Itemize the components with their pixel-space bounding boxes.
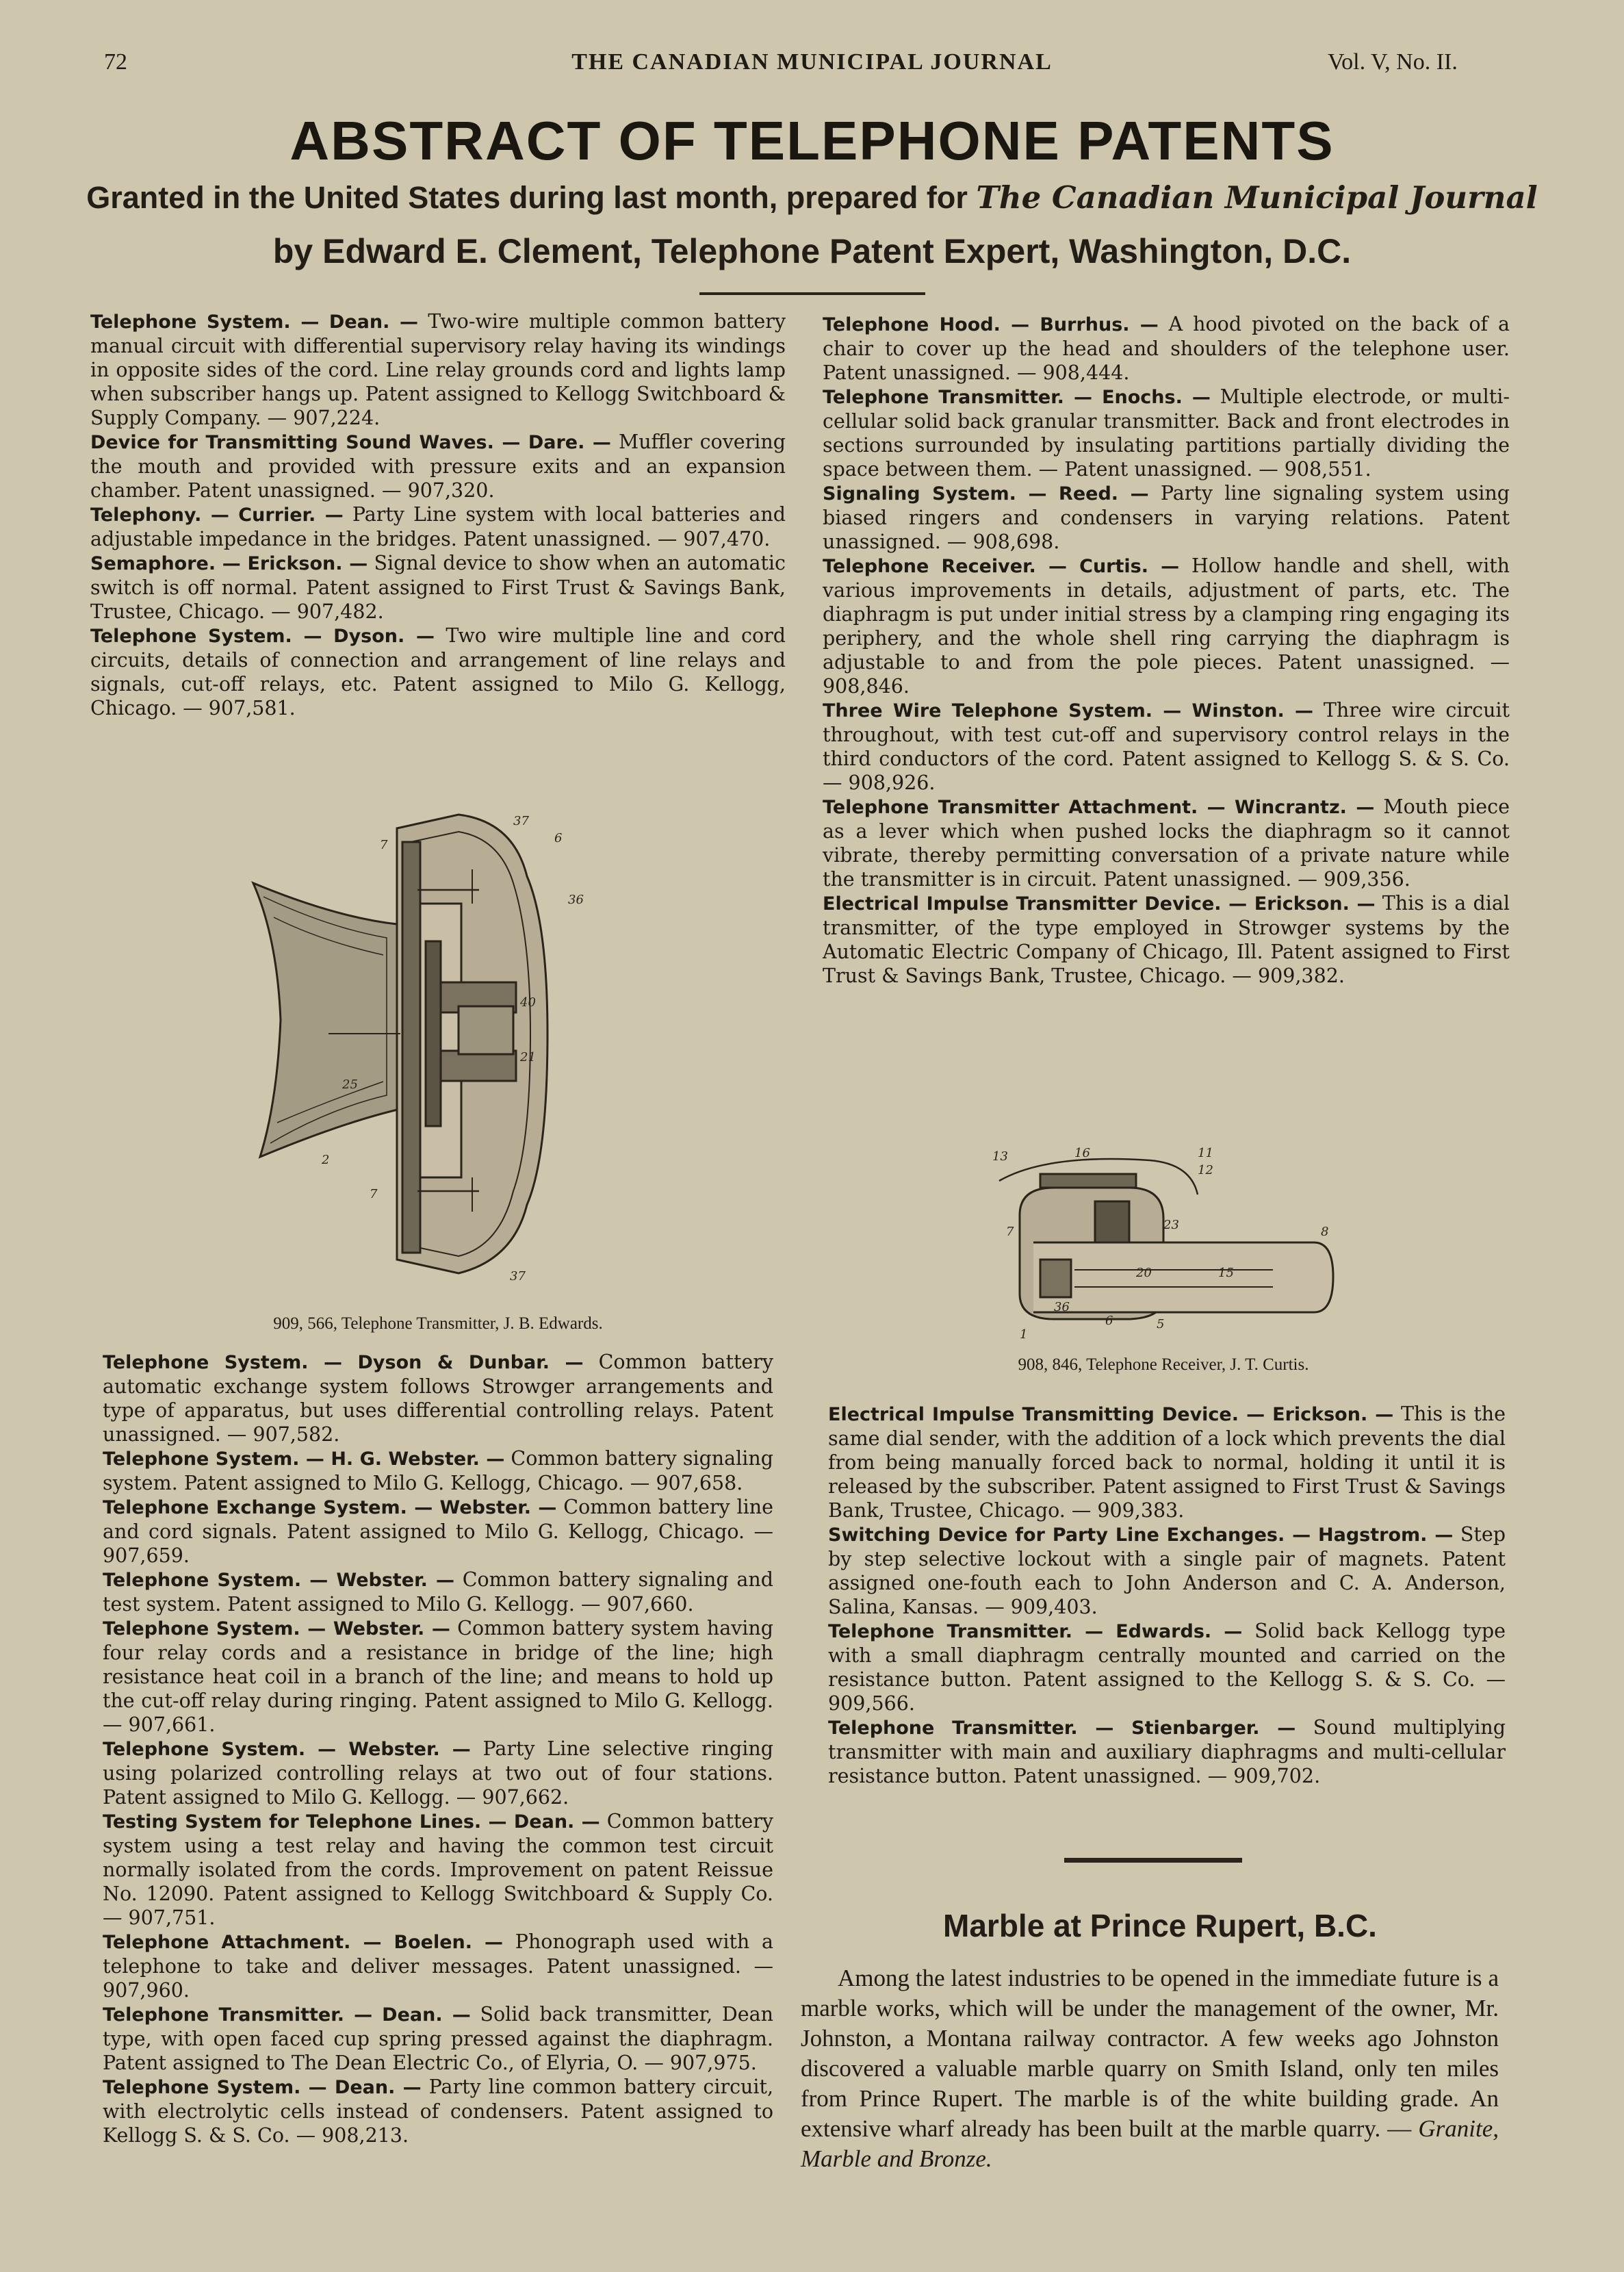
svg-text:7: 7 — [1006, 1225, 1014, 1239]
patent-entry — [103, 1495, 773, 1568]
telephone-transmitter-drawing-icon — [246, 801, 630, 1294]
column-a — [90, 309, 786, 720]
page-title: ABSTRACT OF TELEPHONE PATENTS — [289, 110, 1335, 171]
patent-description: Party line common battery circuit, with electrolytic cells instead of condensers. Patent assigned to Kellogg S. & S. Co. — 908,213. — [103, 2076, 774, 2147]
patent-title: Telephone System. — Dyson & Dunbar. — — [103, 1352, 584, 1373]
svg-text:1: 1 — [1020, 1327, 1028, 1342]
patent-description: Step by step selective lockout with a single pair of magnets. Patent assigned one-fouth each to John Anderson and C. A. Anderson, Salina, Kansas. — 909,403. — [828, 1523, 1506, 1618]
patent-description: Common battery signaling system. Patent assigned to Milo G. Kellogg, Chicago. — 907,658. — [103, 1447, 773, 1494]
patent-title: Telephone Exchange System. — Webster. — — [103, 1497, 557, 1518]
patent-description: Multiple electrode, or multi-cellular solid back granular transmitter. Back and front electrodes in sections surrounded by insulating partitions partially dividing the space between them. — Patent unassigned. — 908,551. — [823, 385, 1510, 481]
column-d — [828, 1402, 1506, 1788]
patent-entry — [103, 1350, 773, 1446]
patent-title: Telephone Transmitter. — Stienbarger. — — [828, 1718, 1296, 1739]
svg-text:5: 5 — [1157, 1317, 1165, 1331]
subtitle-text: Granted in the United States during last month, prepared for — [86, 180, 968, 215]
patent-entry — [828, 1522, 1506, 1619]
patent-title: Telephone System. — H. G. Webster. — — [103, 1448, 505, 1470]
column-c — [823, 312, 1510, 988]
figure1-caption: 909, 566, Telephone Transmitter, J. B. Edwards. — [273, 1314, 603, 1333]
patent-description: Phonograph used with a telephone to take and deliver messages. Patent unassigned. — 907,960. — [103, 1930, 773, 2002]
patent-entry — [90, 551, 786, 624]
byline: by Edward E. Clement, Telephone Patent Expert, Washington, D.C. — [272, 232, 1352, 270]
svg-text:20: 20 — [1136, 1266, 1152, 1280]
patent-entry — [103, 1446, 773, 1495]
patent-title: Telephony. — Currier. — — [90, 505, 344, 526]
patent-title: Telephone Attachment. — Boelen. — — [103, 1932, 504, 1953]
subtitle — [0, 179, 1624, 216]
column-b — [103, 1350, 773, 2147]
patent-entry — [828, 1619, 1506, 1715]
patent-title: Signaling System. — Reed. — — [823, 483, 1149, 505]
patent-description: This is a dial transmitter, of the type employed in Strowger systems by the Automatic Electric Company of Chicago, Ill. Patent assigned to First Trust & Savings Bank, Trustee, Chicago. — 909,382. — [823, 892, 1510, 987]
svg-text:6: 6 — [1105, 1314, 1113, 1328]
patent-title: Three Wire Telephone System. — Winston. — — [823, 700, 1313, 722]
patent-entry — [823, 312, 1510, 385]
page-number: 72 — [104, 49, 127, 75]
patent-entry — [103, 2002, 773, 2075]
patent-title: Telephone System. — Dyson. — — [90, 626, 435, 647]
svg-text:36: 36 — [1054, 1300, 1070, 1314]
marble-article-source: Granite, Marble and Bronze. — [801, 2115, 1499, 2172]
svg-text:16: 16 — [1074, 1146, 1090, 1160]
patent-description: Solid back transmitter, Dean type, with open faced cup spring pressed against the diaphragm. Patent assigned to The Dean Electric Co., of Elyria, O. — 907,975. — [103, 2003, 773, 2074]
patent-title: Electrical Impulse Transmitter Device. — Erickson. — — [823, 893, 1376, 915]
patent-title: Telephone System. — Webster. — — [103, 1618, 450, 1639]
patent-entry — [823, 891, 1510, 988]
patent-entry — [823, 795, 1510, 891]
patent-entry — [823, 554, 1510, 698]
patent-entry — [103, 1568, 773, 1616]
patent-entry — [103, 1809, 773, 1930]
patent-title: Telephone System. — Dean. — — [103, 2077, 422, 2098]
svg-text:15: 15 — [1218, 1266, 1234, 1280]
patent-entry — [90, 502, 786, 551]
patent-description: Two-wire multiple common battery manual circuit with differential supervisory relay having its windings in opposite sides of the cord. Line relay grounds cord and lights lamp when subscriber hangs up. Patent assigned to Kellogg Switchboard & Supply Company. — 907,224. — [90, 310, 786, 429]
patent-description: Common battery automatic exchange system follows Strowger arrangements and type of apparatus, but uses differential controlling relays. Patent unassigned. — 907,582. — [103, 1351, 773, 1446]
svg-text:40: 40 — [520, 995, 536, 1010]
patent-title: Switching Device for Party Line Exchanges. — Hagstrom. — — [828, 1524, 1454, 1546]
patent-title: Telephone System. — Webster. — — [103, 1570, 454, 1591]
volume-number: Vol. V, No. II. — [1328, 49, 1458, 75]
patent-entry — [103, 2075, 773, 2147]
patent-description: Common battery system having four relay cords and a resistance in bridge of the line; high resistance heat coil in a branch of the line; and means to hold up the cut-off relay during ringing. Patent assigned to Milo G. Kellogg. — 907,661. — [103, 1617, 773, 1736]
patent-title: Telephone Transmitter. — Dean. — — [103, 2004, 471, 2026]
patent-description: Muffler covering the mouth and provided with pressure exits and an expansion chamber. Patent unassigned. — 907,320. — [90, 431, 786, 502]
patent-description: Hollow handle and shell, with various improvements in details, adjustment of parts, etc. The diaphragm is put under initial stress by a clamping ring engaging its periphery, and the whole shell ring carrying the diaphragm is adjustable to and from the pole pieces. Patent unassigned. — 908,846. — [823, 554, 1510, 698]
patent-description: This is the same dial sender, with the addition of a lock which prevents the dial from being manually forced back to normal, holding it until it is released by the subscriber. Patent assigned to First Trust & Savings Bank, Trustee, Chicago. — 909,383. — [828, 1403, 1506, 1522]
patent-title: Device for Transmitting Sound Waves. — Dare. — — [90, 432, 611, 453]
svg-text:13: 13 — [992, 1149, 1008, 1164]
svg-text:12: 12 — [1198, 1163, 1213, 1177]
patent-entry — [103, 1930, 773, 2002]
svg-text:7: 7 — [370, 1187, 378, 1201]
patent-description: Common battery system using a test relay and having the common test circuit normally isolated from the cords. Improvement on patent Reissue No. 12090. Patent assigned to Kellogg Switchboard & Supply Co. — 907,751. — [103, 1810, 773, 1929]
patent-entry — [823, 481, 1510, 554]
section-divider — [1064, 1858, 1242, 1863]
svg-text:37: 37 — [510, 1269, 526, 1284]
patent-title: Telephone Transmitter Attachment. — Wincrantz. — — [823, 797, 1375, 818]
svg-text:7: 7 — [380, 838, 388, 852]
svg-text:23: 23 — [1163, 1218, 1179, 1232]
patent-description: Party line signaling system using biased ringers and condensers in varying relations. Patent unassigned. — 908,698. — [823, 482, 1510, 553]
patent-entry — [823, 385, 1510, 481]
svg-text:2: 2 — [322, 1153, 330, 1167]
patent-description: Two wire multiple line and cord circuits, details of connection and arrangement of line relays and signals, cut-off relays, etc. Patent assigned to Milo G. Kellogg, Chicago. — 907,581. — [90, 624, 786, 719]
patent-entry — [103, 1737, 773, 1809]
journal-name: THE CANADIAN MUNICIPAL JOURNAL — [571, 49, 1053, 75]
patent-entry — [828, 1715, 1506, 1788]
patent-description: A hood pivoted on the back of a chair to cover up the head and shoulders of the telephone user. Patent unassigned. — 908,444. — [823, 313, 1510, 384]
svg-text:11: 11 — [1198, 1146, 1213, 1160]
patent-title: Semaphore. — Erickson. — — [90, 553, 368, 574]
patent-description: Sound multiplying transmitter with main and auxiliary diaphragms and multi-cellular resistance button. Patent unassigned. — 909,702. — [828, 1716, 1506, 1787]
patent-title: Telephone Hood. — Burrhus. — — [823, 314, 1159, 335]
patent-title: Telephone System. — Dean. — — [90, 311, 418, 333]
patent-description: Mouth piece as a lever which when pushed locks the diaphragm so it cannot vibrate, thereby permitting conversation of a private nature while the transmitter is in circuit. Patent unassigned. — 909,356. — [823, 795, 1510, 891]
patent-entry — [103, 1616, 773, 1737]
telephone-receiver-drawing-icon — [992, 1140, 1335, 1342]
marble-article-body — [801, 1963, 1499, 2174]
patent-entry — [90, 430, 786, 502]
svg-text:25: 25 — [342, 1077, 358, 1092]
svg-text:6: 6 — [554, 831, 563, 845]
patent-title: Telephone System. — Webster. — — [103, 1739, 471, 1760]
patent-title: Telephone Transmitter. — Edwards. — — [828, 1621, 1243, 1642]
svg-text:36: 36 — [568, 893, 584, 907]
figure2-caption: 908, 846, Telephone Receiver, J. T. Curtis. — [1018, 1355, 1309, 1374]
patent-title: Testing System for Telephone Lines. — Dean. — — [103, 1811, 600, 1833]
patent-description: Solid back Kellogg type with a small diaphragm centrally mounted and carried on the resistance button. Patent assigned to the Kellogg S. & S. Co. — 909,566. — [828, 1620, 1506, 1715]
patent-entry — [90, 624, 786, 720]
title-divider — [699, 292, 925, 295]
patent-description: Party Line selective ringing using polarized controlling relays at two out of four stations. Patent assigned to Milo G. Kellogg. — 907,662. — [103, 1737, 774, 1809]
svg-text:21: 21 — [520, 1050, 536, 1064]
publication-name: The Canadian Municipal Journal — [976, 179, 1538, 216]
patent-title: Telephone Receiver. — Curtis. — — [823, 556, 1180, 577]
svg-text:37: 37 — [513, 814, 529, 828]
patent-description: Party Line system with local batteries and adjustable impedance in the bridges. Patent unassigned. — 907,470. — [90, 503, 786, 550]
patent-description: Common battery line and cord signals. Patent assigned to Milo G. Kellogg, Chicago. — 907,659. — [103, 1496, 773, 1567]
patent-description: Signal device to show when an automatic switch is off normal. Patent assigned to First Trust & Savings Bank, Trustee, Chicago. — 907,482. — [90, 552, 786, 623]
patent-description: Three wire circuit throughout, with test cut-off and supervisory control relays in the third conductors of the cord. Patent assigned to Kellogg S. & S. Co. — 908,926. — [823, 699, 1510, 794]
svg-text:8: 8 — [1321, 1225, 1329, 1239]
patent-title: Telephone Transmitter. — Enochs. — — [823, 387, 1211, 408]
patent-entry — [90, 309, 786, 430]
marble-article-text: Among the latest industries to be opened in the immediate future is a marble works, which will be under the management of the owner, Mr. Johnston, a Montana railway contractor. A few weeks ago Johnston discovered a valuable marble quarry on Smith Island, only ten miles from Prince Rupert. The marble is of the white building grade. An extensive wharf already has been built at the marble quarry. — — [801, 1965, 1499, 2142]
patent-description: Common battery signaling and test system. Patent assigned to Milo G. Kellogg. — 907,660. — [103, 1568, 774, 1616]
patent-entry — [828, 1402, 1506, 1522]
marble-article-title: Marble at Prince Rupert, B.C. — [943, 1908, 1377, 1943]
patent-entry — [823, 698, 1510, 795]
patent-title: Electrical Impulse Transmitting Device. — Erickson. — — [828, 1404, 1394, 1425]
